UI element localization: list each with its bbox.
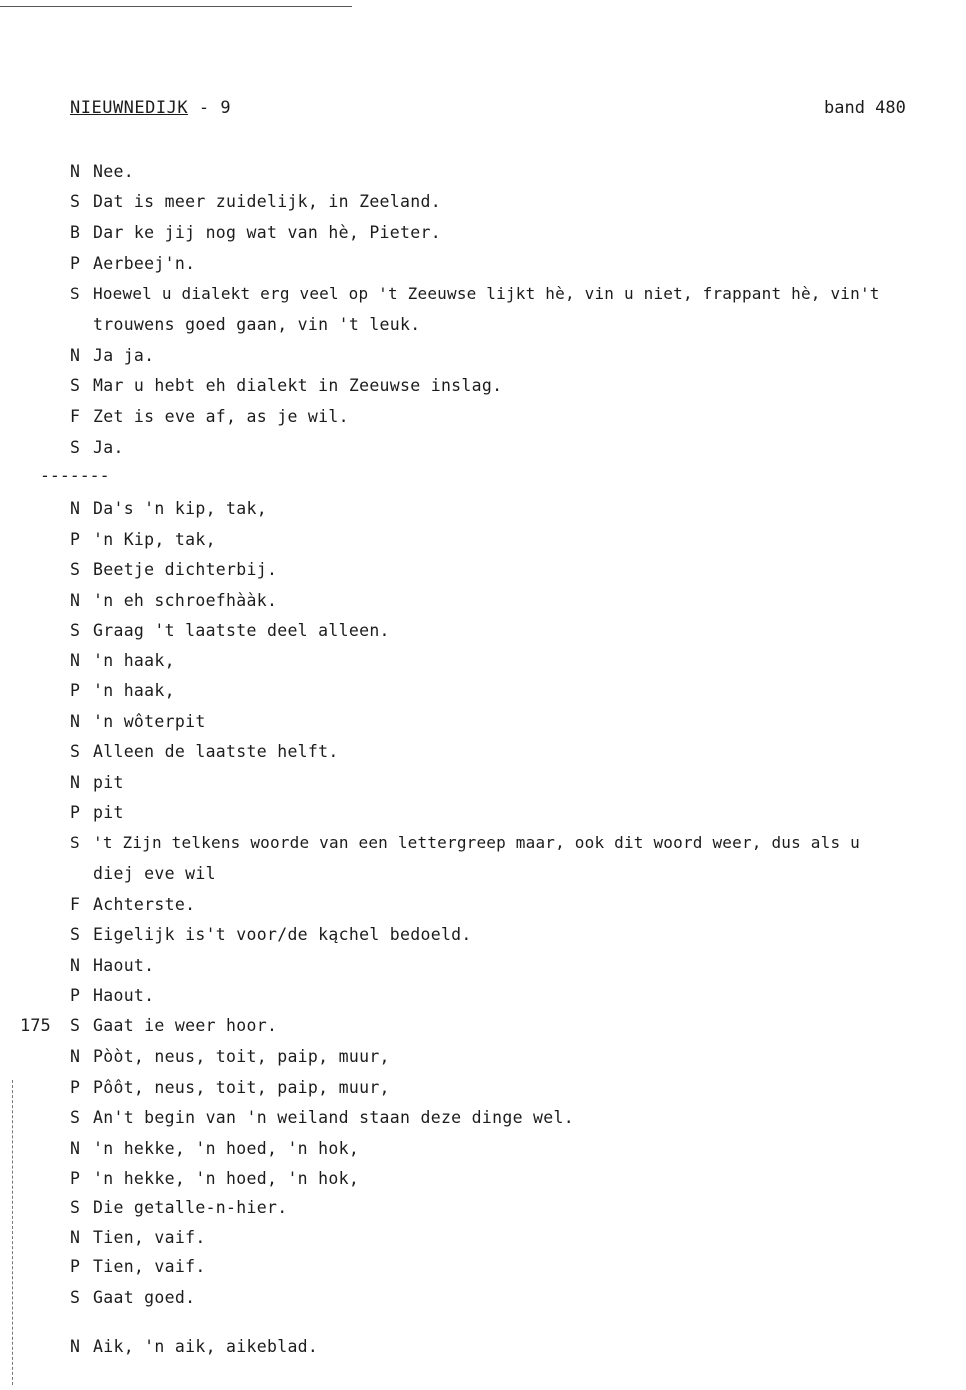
transcript-line (70, 438, 124, 457)
speaker: S (70, 284, 80, 303)
transcript-line (70, 530, 216, 549)
speaker: P (70, 1169, 81, 1188)
utterance: 'n Kip, tak, (93, 530, 216, 549)
transcript-line (70, 1198, 287, 1217)
utterance: Ja. (93, 438, 124, 457)
transcript-line (70, 223, 441, 242)
utterance: Mar u hebt eh dialekt in Zeeuwse inslag. (93, 376, 503, 395)
utterance: Pòòt, neus, toit, paip, muur, (93, 1047, 390, 1066)
speaker: N (70, 651, 81, 670)
speaker: S (70, 925, 81, 944)
utterance: Hoewel u dialekt erg veel op 't Zeeuwse lijkt hè, vin u niet, frappant hè, vin't (93, 284, 880, 303)
transcript-line (70, 956, 154, 975)
speaker: N (70, 712, 81, 731)
speaker: S (70, 1288, 81, 1307)
transcript-line (70, 803, 124, 822)
transcript-line (70, 284, 880, 303)
speaker: N (70, 773, 81, 792)
utterance: Aik, 'n aik, aikeblad. (93, 1337, 319, 1356)
speaker: S (70, 1198, 81, 1217)
transcript-line (70, 712, 206, 731)
transcript-line (70, 1257, 206, 1276)
speaker: S (70, 1108, 81, 1127)
speaker: N (70, 1139, 81, 1158)
utterance: Tien, vaif. (93, 1228, 206, 1247)
transcript-line (70, 591, 277, 610)
speaker: S (70, 833, 80, 852)
utterance: Aerbeej'n. (93, 254, 196, 273)
margin-rule (12, 1080, 13, 1385)
utterance: 'n haak, (93, 681, 175, 700)
utterance: Eigelijk is't voor/de kąchel bedoeld. (93, 925, 472, 944)
speaker: P (70, 530, 81, 549)
utterance: 'n haak, (93, 651, 175, 670)
transcript-line (70, 1169, 359, 1188)
transcript-line (70, 1078, 390, 1097)
speaker: N (70, 1337, 81, 1356)
transcript-line (70, 621, 390, 640)
transcript-line (70, 1228, 206, 1247)
band-label: band 480 (824, 98, 906, 118)
utterance: pit (93, 773, 124, 792)
speaker: P (70, 803, 81, 822)
transcript-line (70, 833, 860, 852)
utterance: Die getalle-n-hier. (93, 1198, 288, 1217)
utterance: pit (93, 803, 124, 822)
speaker: P (70, 254, 81, 273)
speaker: N (70, 956, 81, 975)
transcript-line (70, 162, 134, 181)
transcript-line (70, 1337, 318, 1356)
transcript-line (70, 1288, 195, 1307)
transcript-line (70, 986, 154, 1005)
utterance: Tien, vaif. (93, 1257, 206, 1276)
speaker: P (70, 1257, 81, 1276)
speaker: N (70, 591, 81, 610)
speaker: N (70, 499, 81, 518)
speaker: F (70, 895, 81, 914)
utterance: Alleen de laatste helft. (93, 742, 339, 761)
speaker: P (70, 681, 81, 700)
transcript-line (70, 773, 124, 792)
speaker: S (70, 621, 81, 640)
transcript-line (70, 681, 175, 700)
speaker: S (70, 376, 81, 395)
speaker: F (70, 407, 81, 426)
transcript-line (70, 1047, 390, 1066)
speaker: S (70, 192, 81, 211)
transcript-line (70, 925, 472, 944)
transcript-line (70, 407, 349, 426)
top-rule (0, 6, 352, 7)
section-separator: ------- (40, 466, 110, 485)
line-number: 175 (20, 1016, 51, 1036)
utterance: 'n wôterpit (93, 712, 206, 731)
utterance: Dat is meer zuidelijk, in Zeeland. (93, 192, 441, 211)
transcript-line (70, 1139, 359, 1158)
page-header (70, 98, 231, 118)
utterance: An't begin van 'n weiland staan deze dinge wel. (93, 1108, 574, 1127)
speaker: B (70, 223, 81, 242)
transcript-line (70, 192, 441, 211)
transcript-line (70, 742, 339, 761)
transcript-line (70, 1016, 277, 1035)
transcript-continuation: diej eve wil (93, 864, 216, 883)
speaker: N (70, 1228, 81, 1247)
transcript-continuation: trouwens goed gaan, vin 't leuk. (93, 315, 421, 334)
utterance: Pôôt, neus, toit, paip, muur, (93, 1078, 390, 1097)
speaker: P (70, 1078, 81, 1097)
utterance: Beetje dichterbij. (93, 560, 278, 579)
utterance: 't Zijn telkens woorde van een lettergreep maar, ook dit woord weer, dus als u (93, 833, 860, 852)
transcript-line (70, 560, 277, 579)
transcript-line (70, 651, 175, 670)
utterance: Graag 't laatste deel alleen. (93, 621, 390, 640)
utterance: Gaat ie weer hoor. (93, 1016, 278, 1035)
utterance: Zet is eve af, as je wil. (93, 407, 349, 426)
transcript-line (70, 254, 195, 273)
header-dash: - (198, 98, 210, 118)
speaker: N (70, 1047, 81, 1066)
speaker: N (70, 346, 81, 365)
utterance: Nee. (93, 162, 134, 181)
transcript-line (70, 895, 195, 914)
transcript-line (70, 376, 502, 395)
utterance: Haout. (93, 956, 155, 975)
page-number: 9 (220, 98, 232, 118)
transcript-line (70, 499, 267, 518)
speaker: S (70, 438, 81, 457)
page-title: NIEUWNEDIJK (70, 98, 189, 118)
utterance: Ja ja. (93, 346, 155, 365)
utterance: 'n hekke, 'n hoed, 'n hok, (93, 1169, 360, 1188)
speaker: S (70, 560, 81, 579)
transcript-line (70, 346, 154, 365)
transcript-line (70, 1108, 574, 1127)
speaker: S (70, 1016, 81, 1035)
utterance: 'n eh schroefhààk. (93, 591, 278, 610)
utterance: Achterste. (93, 895, 196, 914)
utterance: Haout. (93, 986, 155, 1005)
speaker: S (70, 742, 81, 761)
utterance: 'n hekke, 'n hoed, 'n hok, (93, 1139, 360, 1158)
utterance: Da's 'n kip, tak, (93, 499, 267, 518)
speaker: P (70, 986, 81, 1005)
utterance: Gaat goed. (93, 1288, 196, 1307)
speaker: N (70, 162, 81, 181)
utterance: Dar ke jij nog wat van hè, Pieter. (93, 223, 441, 242)
